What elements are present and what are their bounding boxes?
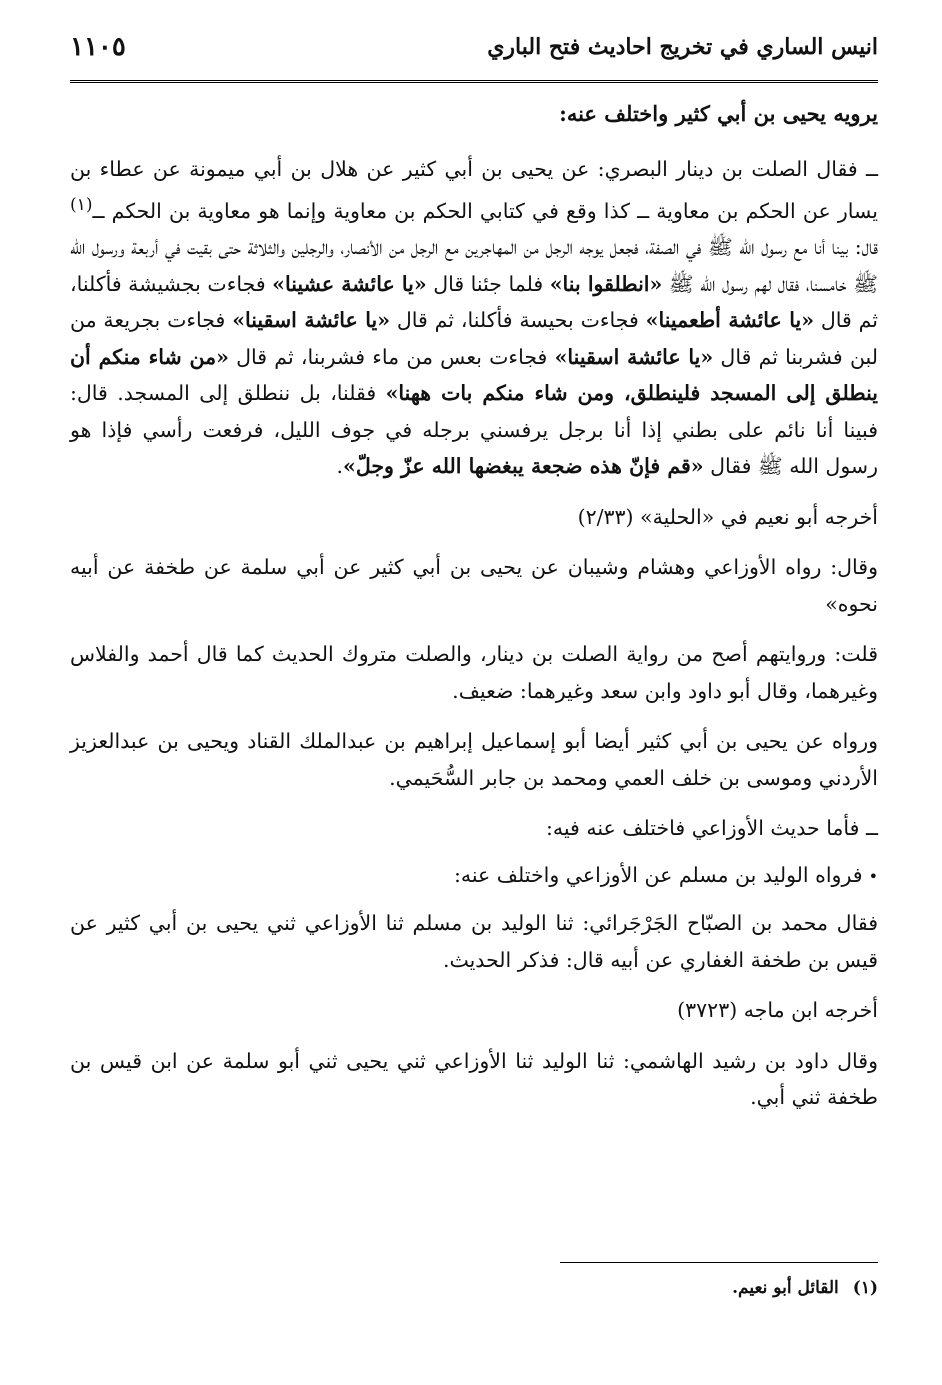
paragraph-awzai-note: وقال: رواه الأوزاعي وهشام وشيبان عن يحيى بن أبي كثير عن أبي سلمة عن طخفة عن أبيه نحوه» (70, 555, 878, 616)
footnote (70, 1273, 878, 1303)
paragraph-source-hilya: أخرجه أبو نعيم في «الحلية» (٢/٣٣) (577, 504, 878, 529)
narration-text-b: قال: بينا أنا مع رسول الله ﷺ في الصفة، فجعل يوجه الرجل من المهاجرين مع الرجل من الأنصار، والرجلين والثلاثة حتى بقيت في أربعة ورسول الله ﷺ خامسنا، فقال لهم رسول الله ﷺ (70, 235, 879, 296)
prophetic-quote-5: «يا عائشة اسقينا» (554, 344, 714, 369)
paragraph-awzai-section: ــ فأما حديث الأوزاعي فاختلف عنه فيه: (545, 816, 878, 841)
paragraph-source-ibn-majah: أخرجه ابن ماجه (٣٧٢٣) (677, 998, 878, 1023)
paragraph-dawud-rashid: وقال داود بن رشيد الهاشمي: ثنا الوليد ثنا الأوزاعي ثني يحيى ثني أبو سلمة عن ابن قيس بن طخفة ثني أبي. (70, 1048, 878, 1110)
prophetic-quote-3: «يا عائشة أطعمينا» (645, 308, 815, 333)
narration-text-e: فجاءت بحيسة فأكلنا، ثم قال (390, 308, 646, 333)
prophetic-quote-1: «انطلقوا بنا» (549, 271, 663, 296)
prophetic-quote-4: «يا عائشة اسقينا» (232, 308, 391, 333)
narration-text-c: فلما جئنا قال (426, 271, 550, 296)
footnote-divider (560, 1262, 878, 1263)
narration-text-g: فجاءت بعس من ماء فشربنا، ثم قال (228, 344, 555, 369)
section-heading: يرويه يحيى بن أبي كثير واختلف عنه: (559, 101, 878, 126)
paragraph-ibn-sabbah: فقال محمد بن الصبّاح الجَرْجَرائي: ثنا الوليد بن مسلم ثنا الأوزاعي ثني يحيى بن أبي كثير عن قيس بن طخفة الغفاري عن أبيه قال: فذكر الحديث. (70, 911, 878, 972)
bullet-point: • (868, 866, 878, 886)
prophetic-quote-6: «من شاء منكم أن ينطلق إلى المسجد فلينطلق، ومن شاء منكم بات ههنا» (70, 344, 878, 406)
paragraph-hadith-narration (70, 151, 878, 485)
prophetic-quote-2: «يا عائشة عشينا» (272, 271, 427, 296)
narration-text-i: . (336, 454, 343, 479)
footnote-text: القائل أبو نعيم. (732, 1278, 839, 1298)
narration-text-d: فجاءت بجشيشة فأكلنا، ثم قال (70, 271, 879, 333)
footnote-reference: (١) (70, 195, 93, 215)
narration-text-a: ــ فقال الصلت بن دينار البصري: عن يحيى بن أبي كثير عن هلال بن أبي ميمونة عن عطاء بن يسار عن الحكم بن معاوية ــ كذا وقع في كتابي الحكم بن معاوية وإنما هو معاوية بن الحكم ــ (70, 156, 878, 223)
main-text (70, 96, 878, 1130)
bullet-text: فرواه الوليد بن مسلم عن الأوزاعي واختلف عنه: (453, 862, 863, 887)
footnote-number: (١) (852, 1278, 878, 1298)
page-number: ١١٠٥ (70, 32, 126, 62)
paragraph-author-comment: قلت: وروايتهم أصح من رواية الصلت بن دينار، والصلت متروك الحديث كما قال أحمد والفلاس وغيرهما، وقال أبو داود وابن سعد وغيرهما: ضعيف. (70, 642, 878, 703)
prophetic-quote-7: «قم فإنّ هذه ضجعة يبغضها الله عزّ وجلّ» (343, 454, 704, 479)
page-header (70, 28, 878, 83)
book-title: انيس الساري في تخريج احاديث فتح الباري (487, 34, 878, 60)
narration-text-h: فقلنا، بل ننطلق إلى المسجد. قال: فبينا أنا نائم على بطني إذا أنا برجل يرفسني برجله في جوف الليل، فرفعت رأسي فإذا هو رسول الله ﷺ فقال (70, 381, 878, 479)
paragraph-walid-bullet (70, 857, 878, 896)
paragraph-other-narrators: ورواه عن يحيى بن أبي كثير أيضا أبو إسماعيل إبراهيم بن عبدالملك القناد ويحيى بن عبدالعزيز الأردني وموسى بن خلف العمي ومحمد بن جابر السُّحَيمي. (70, 729, 878, 790)
narration-text-f: فجاءت بجريعة من لبن فشربنا ثم قال (70, 308, 878, 369)
